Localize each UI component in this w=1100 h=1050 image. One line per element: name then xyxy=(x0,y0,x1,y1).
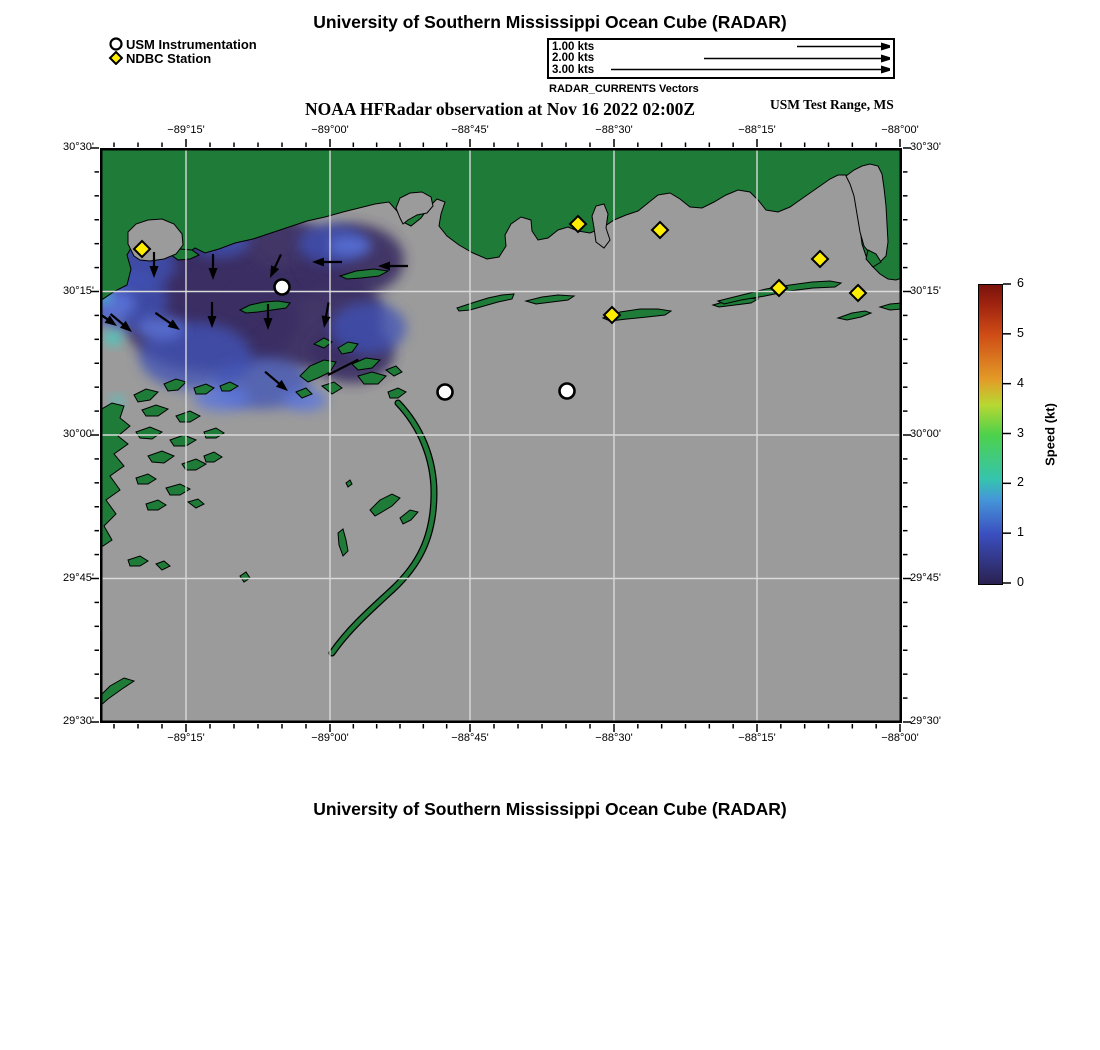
speed-colorbar xyxy=(978,284,1003,585)
observation-subtitle: NOAA HFRadar observation at Nov 16 2022 02:00Z xyxy=(304,99,696,119)
vector-scale-box xyxy=(547,38,895,79)
x-tick-label-top: −88°45' xyxy=(451,124,489,136)
x-tick-label-top: −88°30' xyxy=(595,124,633,136)
x-tick-label-top: −88°00' xyxy=(881,124,919,136)
x-tick-label-bottom: −88°30' xyxy=(595,732,633,744)
scale-arrow-1kt xyxy=(605,41,890,52)
x-tick-label-bottom: −89°15' xyxy=(167,732,205,744)
top-title: University of Southern Mississippi Ocean Cube (RADAR) xyxy=(313,12,787,32)
y-tick-label-left: 29°45' xyxy=(63,571,94,584)
bottom-title: University of Southern Mississippi Ocean Cube (RADAR) xyxy=(313,799,787,819)
x-tick-label-top: −88°15' xyxy=(738,124,776,136)
vector-scale-row xyxy=(552,41,890,53)
usm-circle-icon xyxy=(108,37,123,51)
scale-arrow-head xyxy=(881,54,890,62)
x-tick-label-bottom: −88°00' xyxy=(881,732,919,744)
colorbar-tick-label: 4 xyxy=(1017,375,1024,390)
vector-box-caption: RADAR_CURRENTS Vectors xyxy=(549,83,699,95)
map-canvas xyxy=(100,148,902,723)
usm-station-marker xyxy=(438,385,453,400)
y-tick-label-left: 30°30' xyxy=(63,141,94,153)
vector-scale-row xyxy=(552,64,890,76)
y-tick-label-right: 30°15' xyxy=(910,284,941,297)
x-tick-label-bottom: −89°00' xyxy=(311,732,349,744)
colorbar-tick-label: 6 xyxy=(1017,276,1024,290)
vector-scale-label: 3.00 kts xyxy=(552,63,595,76)
speed-blob xyxy=(104,331,122,345)
vector-scale-label: 1.00 kts xyxy=(552,40,595,53)
y-tick-label-left: 30°15' xyxy=(63,284,94,297)
colorbar-tick-label: 1 xyxy=(1017,525,1024,540)
bay-bay-st-louis xyxy=(128,219,183,261)
colorbar-tick-label: 0 xyxy=(1017,575,1024,589)
y-tick-label-right: 29°45' xyxy=(910,571,941,584)
x-tick-label-top: −89°00' xyxy=(311,124,349,136)
legend-item-ndbc xyxy=(108,51,257,65)
colorbar-tick-label: 5 xyxy=(1017,325,1024,340)
scale-arrow-head xyxy=(881,66,890,74)
test-range-label: USM Test Range, MS xyxy=(770,97,894,112)
ndbc-diamond-icon xyxy=(108,51,123,65)
scale-arrow-2kt xyxy=(605,53,890,64)
usm-station-marker xyxy=(560,384,575,399)
scale-arrow-head xyxy=(881,43,890,51)
y-tick-label-left: 30°00' xyxy=(63,428,94,440)
scale-arrow-3kt xyxy=(605,64,890,75)
usm-station-marker xyxy=(275,280,290,295)
vector-scale-row xyxy=(552,53,890,65)
colorbar-tick-label: 3 xyxy=(1017,425,1024,440)
y-tick-label-right: 30°30' xyxy=(910,141,941,153)
x-tick-label-bottom: −88°45' xyxy=(451,732,489,744)
speed-blob xyxy=(328,237,372,255)
legend-label-usm: USM Instrumentation xyxy=(126,36,257,52)
y-tick-label-right: 30°00' xyxy=(910,428,941,440)
x-tick-label-top: −89°15' xyxy=(167,124,205,136)
colorbar-tick-label: 2 xyxy=(1017,475,1024,490)
vector-scale-label: 2.00 kts xyxy=(552,52,595,65)
map-legend xyxy=(108,37,257,65)
legend-item-usm xyxy=(108,37,257,51)
legend-label-ndbc: NDBC Station xyxy=(126,50,212,66)
colorbar-title: Speed (kt) xyxy=(1042,403,1058,466)
x-tick-label-bottom: −88°15' xyxy=(738,732,776,744)
y-tick-label-right: 29°30' xyxy=(910,715,941,727)
y-tick-label-left: 29°30' xyxy=(63,715,94,727)
